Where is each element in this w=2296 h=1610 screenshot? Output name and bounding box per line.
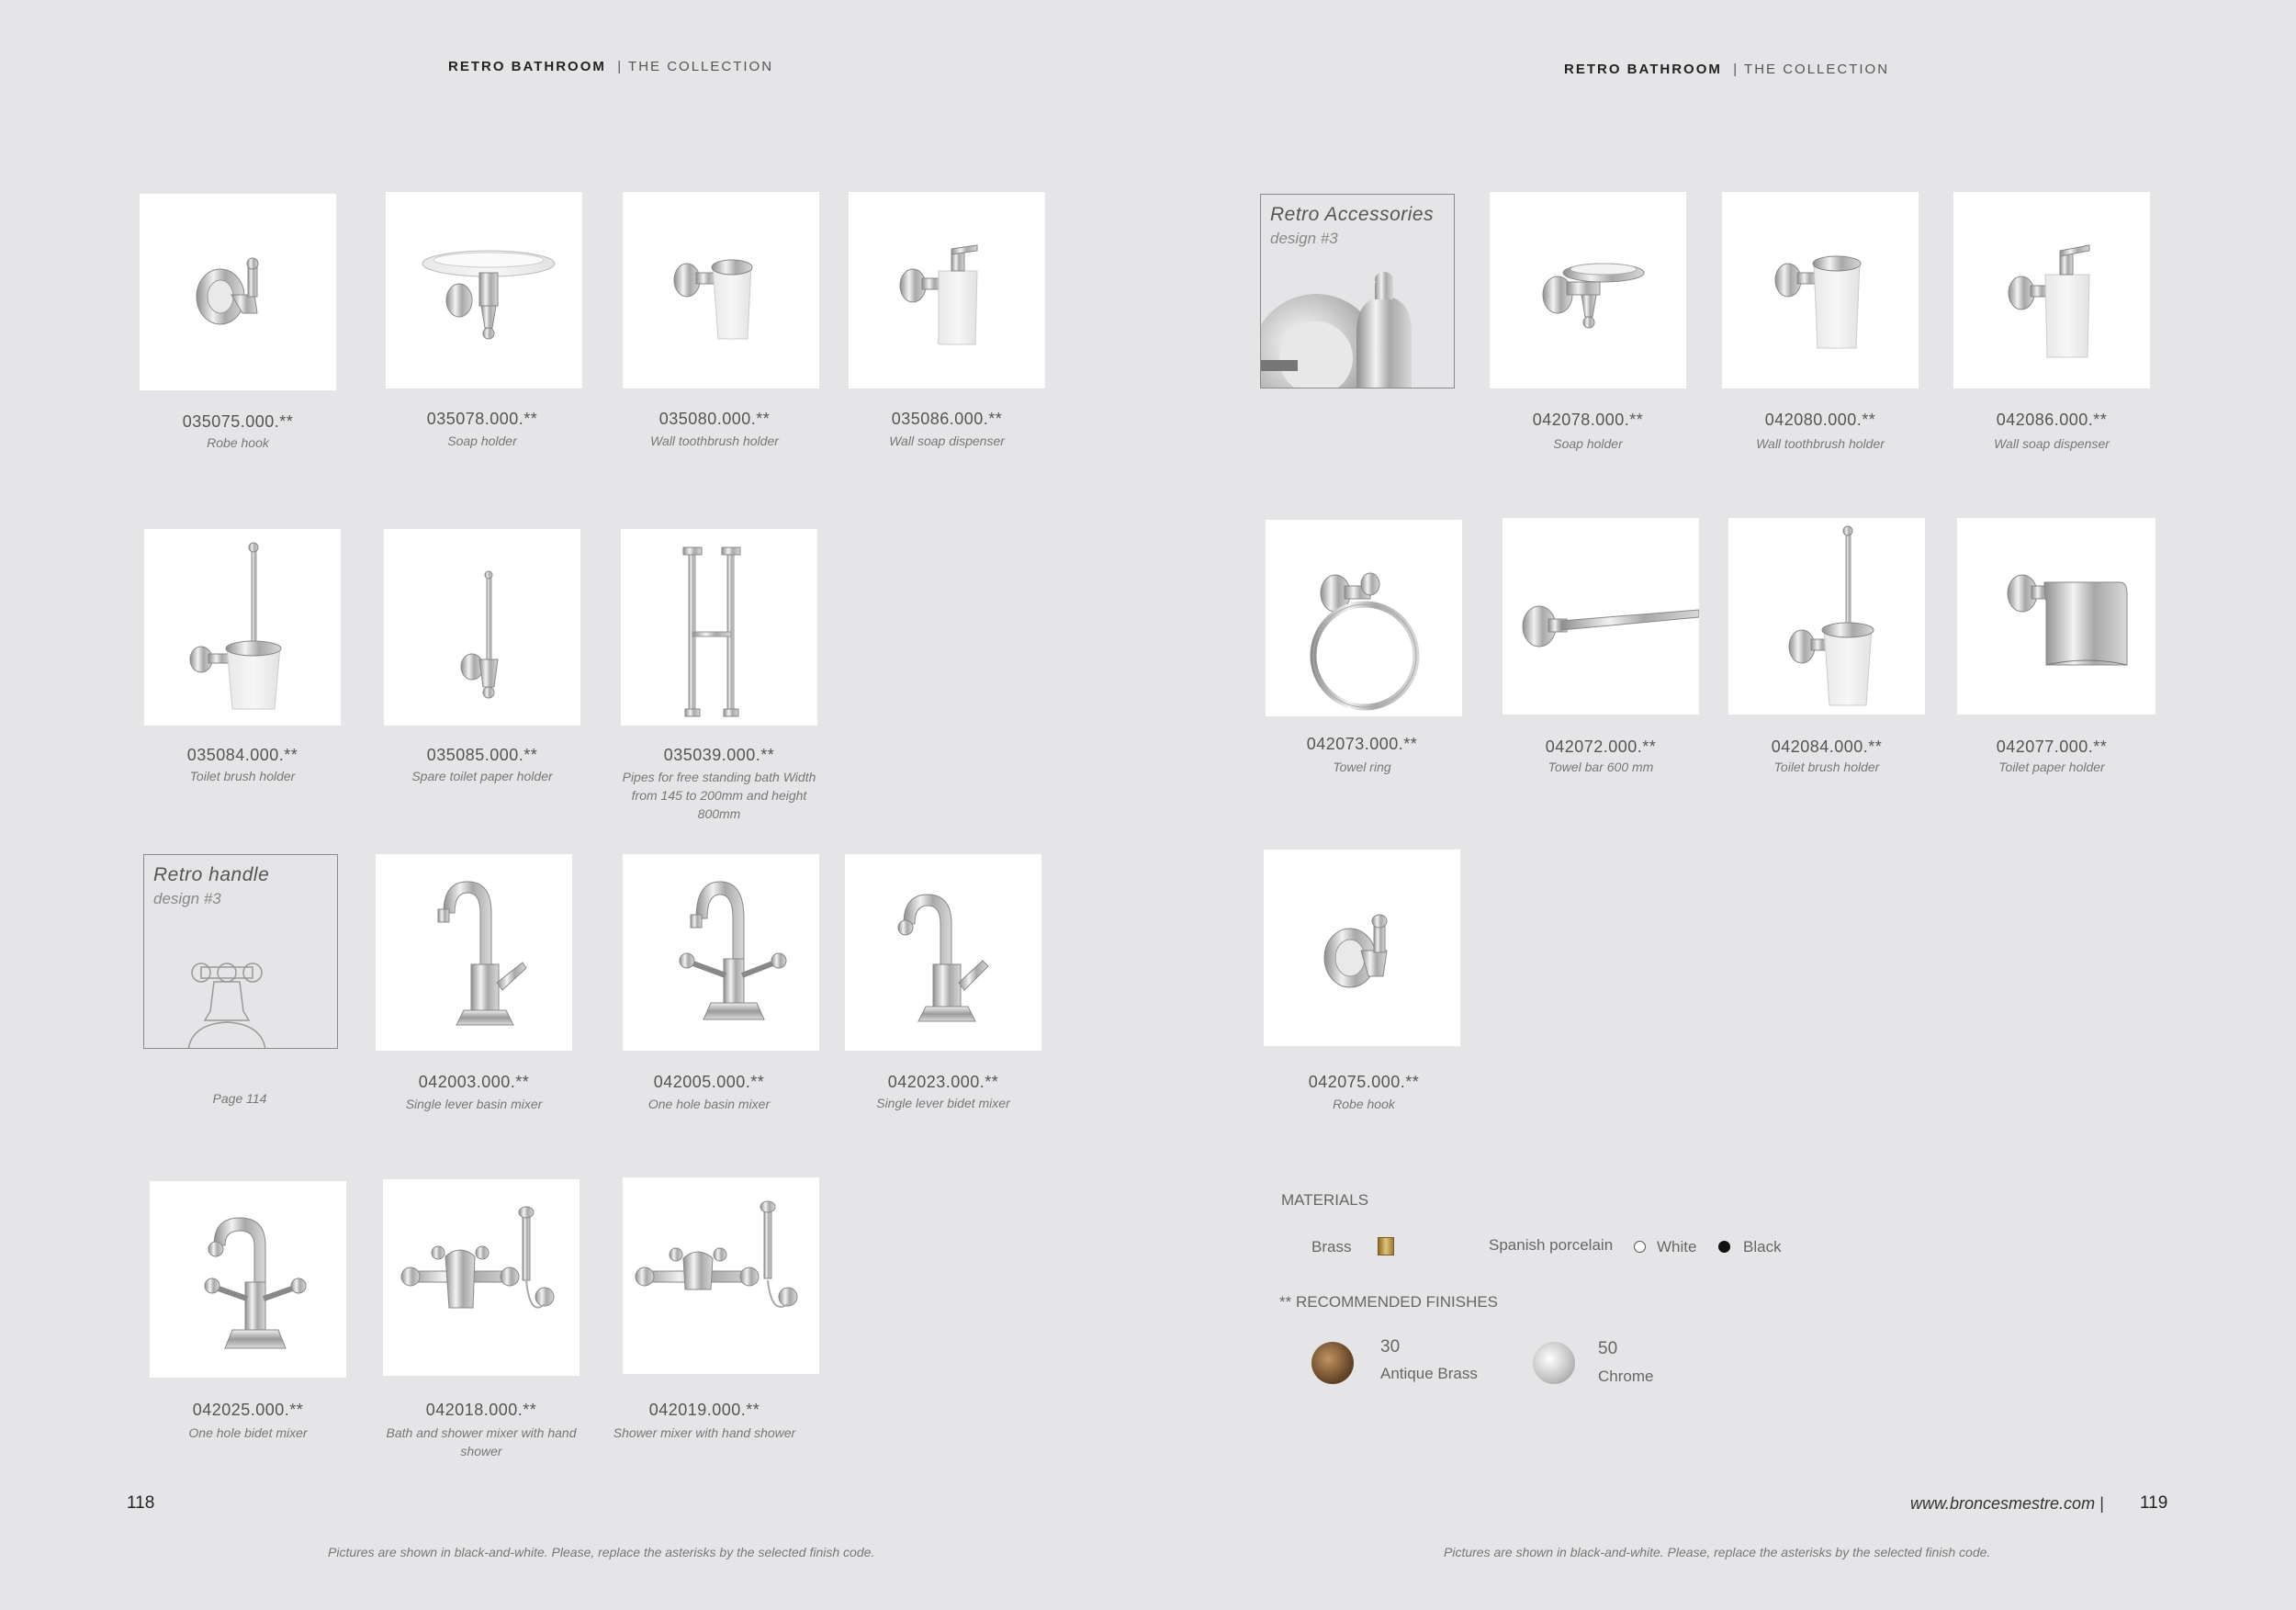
right-page-header (1564, 62, 1889, 77)
product-desc: One hole basin mixer (647, 1097, 771, 1111)
product-desc: Pipes for free standing bath Width from 145 to 200mm and height 800mm (622, 770, 816, 821)
header-section: | THE COLLECTION (1733, 62, 1890, 77)
header-section: | THE COLLECTION (617, 59, 774, 74)
header-brand: RETRO BATHROOM (448, 59, 606, 74)
product-image-toilet-brush-holder (144, 529, 341, 726)
finish-code: 30 (1380, 1337, 1401, 1357)
soap-holder-icon (1490, 192, 1686, 388)
product-desc: Wall soap dispenser (889, 433, 1005, 448)
finishes-title: ** RECOMMENDED FINISHES (1279, 1293, 1499, 1311)
product-desc: Single lever bidet mixer (876, 1096, 1010, 1110)
product-code: 042003.000.** (418, 1073, 530, 1091)
product-code: 042075.000.** (1308, 1073, 1420, 1091)
product-image-shower-mixer (623, 1177, 819, 1374)
right-page-number: 119 (2140, 1493, 2168, 1513)
white-dot-icon (1634, 1241, 1646, 1253)
product-image-soap-dispenser (1953, 192, 2150, 388)
product-code: 042077.000.** (1996, 737, 2108, 756)
soap-dispenser-icon (1953, 192, 2150, 388)
materials-title: MATERIALS (1281, 1191, 1369, 1209)
product-image-toothbrush-holder (623, 192, 819, 388)
promo-retro-handle[interactable] (143, 854, 338, 1049)
product-code: 035075.000.** (182, 412, 294, 431)
left-footnote: Pictures are shown in black-and-white. Please, replace the asterisks by the selected finish code. (328, 1545, 875, 1559)
left-page-number: 118 (127, 1493, 155, 1513)
left-page-header (448, 59, 773, 74)
toothbrush-holder-icon (1722, 192, 1919, 388)
product-image-spare-paper-holder (384, 529, 580, 726)
product-desc: Towel bar 600 mm (1548, 760, 1654, 774)
product-image-toothbrush-holder (1722, 192, 1919, 388)
product-code: 042019.000.** (648, 1401, 760, 1419)
product-desc: Wall soap dispenser (1994, 436, 2110, 451)
one-hole-bidet-mixer-icon (150, 1181, 346, 1378)
right-footnote: Pictures are shown in black-and-white. Please, replace the asterisks by the selected finish code. (1444, 1545, 1991, 1559)
finish-code: 50 (1598, 1339, 1618, 1358)
bath-shower-mixer-icon (383, 1179, 580, 1376)
product-desc: Shower mixer with hand shower (613, 1425, 796, 1440)
product-image-one-hole-basin-mixer (623, 854, 819, 1051)
product-code: 035085.000.** (426, 746, 538, 764)
single-lever-bidet-mixer-icon (845, 854, 1041, 1051)
product-desc: Wall toothbrush holder (650, 433, 779, 448)
product-image-towel-ring (1266, 520, 1462, 716)
robe-hook-icon (140, 194, 336, 390)
header-brand: RETRO BATHROOM (1564, 62, 1722, 77)
product-code: 035080.000.** (658, 410, 771, 428)
black-dot-icon (1718, 1241, 1730, 1253)
finish-name: Antique Brass (1380, 1365, 1478, 1382)
product-desc: Single lever basin mixer (405, 1097, 543, 1111)
product-desc: Soap holder (1553, 436, 1623, 451)
product-code: 042078.000.** (1532, 411, 1644, 429)
product-image-toilet-brush-holder (1728, 518, 1925, 715)
product-image-toilet-paper-holder (1957, 518, 2155, 715)
website-link[interactable]: www.broncesmestre.com | (1910, 1494, 2104, 1513)
product-desc: Toilet brush holder (1773, 760, 1880, 774)
product-code: 042072.000.** (1545, 737, 1657, 756)
bath-pipes-icon (621, 529, 817, 726)
product-code: 035039.000.** (663, 746, 775, 764)
towel-bar-icon (1503, 518, 1699, 715)
product-code: 035084.000.** (186, 746, 298, 764)
product-code: 042086.000.** (1996, 411, 2108, 429)
chrome-swatch-icon (1533, 1342, 1575, 1384)
towel-ring-icon (1266, 520, 1462, 716)
product-desc: Spare toilet paper holder (411, 769, 553, 783)
promo-retro-accessories[interactable] (1260, 194, 1455, 388)
product-code: 035086.000.** (891, 410, 1003, 428)
product-code: 042025.000.** (192, 1401, 304, 1419)
toilet-paper-holder-icon (1957, 518, 2155, 715)
product-desc: Bath and shower mixer with hand shower (386, 1425, 577, 1458)
soap-dispenser-icon (849, 192, 1045, 388)
product-code: 042005.000.** (653, 1073, 765, 1091)
toothbrush-holder-icon (623, 192, 819, 388)
product-code: 042018.000.** (425, 1401, 537, 1419)
toilet-brush-holder-icon (1728, 518, 1925, 715)
soap-holder-icon (386, 192, 582, 388)
single-lever-basin-mixer-icon (376, 854, 572, 1051)
product-desc: Robe hook (1333, 1097, 1395, 1111)
material-white-label: White (1657, 1238, 1697, 1255)
finish-name: Chrome (1598, 1368, 1654, 1385)
product-desc: Soap holder (447, 433, 517, 448)
brass-swatch-icon (1378, 1237, 1394, 1255)
product-desc: Towel ring (1333, 760, 1391, 774)
one-hole-basin-mixer-icon (623, 854, 819, 1051)
promo-page-ref[interactable]: Page 114 (212, 1091, 267, 1106)
product-desc: One hole bidet mixer (188, 1425, 308, 1440)
product-image-towel-bar (1503, 518, 1699, 715)
product-image-one-hole-bidet-mixer (150, 1181, 346, 1378)
product-code: 035078.000.** (426, 410, 538, 428)
antique-brass-swatch-icon (1311, 1342, 1354, 1384)
shower-mixer-icon (623, 1177, 819, 1374)
material-black-label: Black (1743, 1238, 1782, 1255)
product-code: 042023.000.** (887, 1073, 999, 1091)
toilet-brush-holder-icon (144, 529, 341, 726)
spare-paper-holder-icon (384, 529, 580, 726)
product-image-soap-holder (386, 192, 582, 388)
product-code: 042084.000.** (1771, 737, 1883, 756)
product-code: 042080.000.** (1764, 411, 1876, 429)
handle-outline-icon (144, 855, 338, 1049)
product-desc: Robe hook (207, 435, 269, 450)
robe-hook-closeup-icon (1261, 195, 1455, 388)
promo-title: Retro handle (153, 864, 270, 885)
product-image-bath-shower-mixer (383, 1179, 580, 1376)
product-image-soap-dispenser (849, 192, 1045, 388)
product-code: 042073.000.** (1306, 735, 1418, 753)
product-image-single-lever-basin-mixer (376, 854, 572, 1051)
product-desc: Toilet paper holder (1998, 760, 2105, 774)
product-image-robe-hook (140, 194, 336, 390)
product-image-bath-pipes (621, 529, 817, 726)
promo-subtitle: design #3 (153, 890, 221, 907)
product-desc: Toilet brush holder (189, 769, 296, 783)
product-desc: Wall toothbrush holder (1756, 436, 1885, 451)
promo-subtitle: design #3 (1270, 230, 1338, 247)
product-image-soap-holder (1490, 192, 1686, 388)
product-image-robe-hook (1264, 850, 1460, 1046)
material-brass-label: Brass (1311, 1238, 1352, 1255)
product-image-single-lever-bidet-mixer (845, 854, 1041, 1051)
robe-hook-icon (1264, 850, 1460, 1046)
material-porcelain-label: Spanish porcelain (1489, 1236, 1614, 1254)
promo-title: Retro Accessories (1270, 204, 1435, 225)
